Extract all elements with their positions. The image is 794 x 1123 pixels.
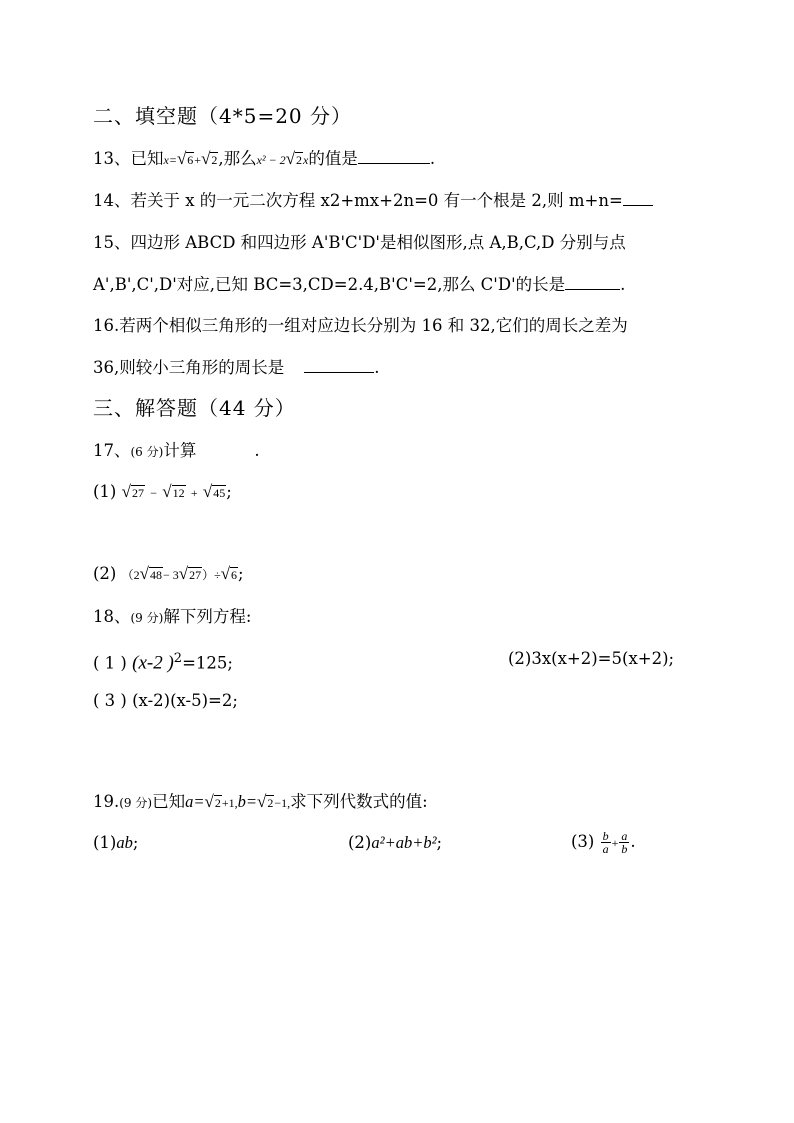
q13-x-var: x	[303, 153, 309, 167]
q17-sqrt6: √6	[220, 564, 238, 583]
q17-p1-minus: −	[150, 486, 157, 500]
q17-p1-label: (1)	[93, 482, 117, 501]
q17-p2-close: ）÷	[202, 568, 221, 582]
question-14	[93, 190, 653, 212]
q17-p2-label: (2)	[93, 564, 117, 583]
q18-label: 解下列方程:	[163, 607, 252, 626]
q18-prefix: 18、	[93, 607, 131, 626]
q18-score: (9 分)	[130, 611, 164, 625]
q18-p2-text: (2)3x(x+2)=5(x+2);	[508, 649, 675, 668]
q17-p1-end: ;	[226, 482, 232, 501]
q19-b-rest: −1,	[274, 796, 291, 810]
question-18-row1	[93, 648, 713, 675]
q15-end: .	[620, 275, 626, 294]
q15-answer-blank[interactable]	[565, 275, 620, 290]
q13-prefix: 13、已知	[93, 149, 164, 168]
question-19-parts	[93, 829, 713, 862]
section3-title: 三、解答题（44 分）	[93, 396, 296, 420]
question-17-part1	[93, 481, 232, 504]
q15-line2-text: A',B',C',D'对应,已知 BC=3,CD=2.4,B'C'=2,那么 C'D'的长是	[93, 275, 566, 294]
question-18	[93, 606, 251, 629]
question-16-line1: 16.若两个相似三角形的一组对应边长分别为 16 和 32,它们的周长之差为	[93, 316, 628, 335]
question-13	[93, 148, 435, 171]
q17-sqrt27b: √27	[178, 564, 202, 583]
q17-sqrt45: √45	[202, 482, 226, 501]
q13-sqrt2b: √2	[285, 149, 303, 168]
q14-answer-blank[interactable]	[623, 191, 653, 206]
q19-prefix: 19.	[93, 792, 120, 811]
question-17	[93, 440, 260, 463]
question-18-row2	[93, 690, 238, 712]
q19-sqrt2a: √2	[204, 792, 221, 811]
q16-end: .	[374, 358, 380, 377]
question-17-part2	[93, 563, 244, 586]
q13-end: .	[429, 149, 436, 168]
q19-a-eq: a=	[185, 792, 205, 811]
q17-sqrt12: √12	[162, 482, 185, 501]
q17-p1-plus: +	[190, 486, 198, 500]
q13-mid: ,那么	[218, 149, 257, 168]
q17-dot: .	[254, 441, 260, 460]
q18-p1-exponent: 2	[173, 651, 183, 666]
q13-plus: +	[194, 153, 202, 167]
q19-sqrt2b: √2	[256, 792, 274, 811]
q18-p3-label: ( 3 )	[93, 691, 127, 710]
q19-score: (9 分)	[119, 796, 153, 810]
q14-text: 14、若关于 x 的一元二次方程 x2+mx+2n=0 有一个根是 2,则 m+n=	[93, 191, 623, 210]
q13-x-squared: x² − 2	[256, 153, 286, 167]
q18-p3-text: (x-2)(x-5)=2;	[132, 691, 238, 710]
question-19	[93, 791, 428, 814]
question-16-line2	[93, 357, 380, 379]
q13-sqrt6: √6	[176, 149, 194, 168]
q13-suffix: 的值是	[308, 149, 358, 168]
q19-known: 已知	[152, 792, 186, 811]
q13-answer-blank[interactable]	[358, 149, 430, 164]
q17-sqrt27: √27	[121, 482, 144, 501]
q17-label: 计算	[163, 441, 197, 460]
q19-part3: (3) $\frac{b}{a}$ + $\frac{a}{b}$ .	[571, 829, 636, 856]
q18-p1-rest: =125;	[182, 653, 233, 673]
q19-a-rest: +1,	[221, 796, 238, 810]
q19-part1: (1)ab;	[93, 833, 139, 852]
q19-suffix: 求下列代数式的值:	[290, 792, 428, 811]
q18-p1-label: ( 1 )	[93, 653, 127, 673]
q16-answer-blank[interactable]	[304, 358, 374, 373]
q17-p2-mid: − 3	[162, 568, 179, 582]
q19-part2: (2)a²+ab+b²;	[348, 833, 443, 852]
question-15-line2	[93, 274, 625, 296]
q17-sqrt48: √48	[139, 564, 162, 583]
q19-b-eq: b=	[237, 792, 257, 811]
question-15-line1: 15、四边形 ABCD 和四边形 A'B'C'D'是相似图形,点 A,B,C,D 分别与点	[93, 233, 626, 252]
q16-line2-text: 36,则较小三角形的周长是	[93, 358, 285, 377]
q13-x-eq: x=	[163, 153, 177, 167]
q18-p1-expr: (x-2 )	[132, 652, 174, 674]
q17-prefix: 17、	[93, 441, 131, 460]
q17-p2-open: （2	[121, 568, 140, 582]
q17-p2-end: ;	[238, 564, 244, 583]
section2-title: 二、填空题（4*5=20 分）	[93, 104, 353, 128]
q13-sqrt2: √2	[201, 149, 218, 168]
q17-score: (6 分)	[130, 445, 164, 459]
